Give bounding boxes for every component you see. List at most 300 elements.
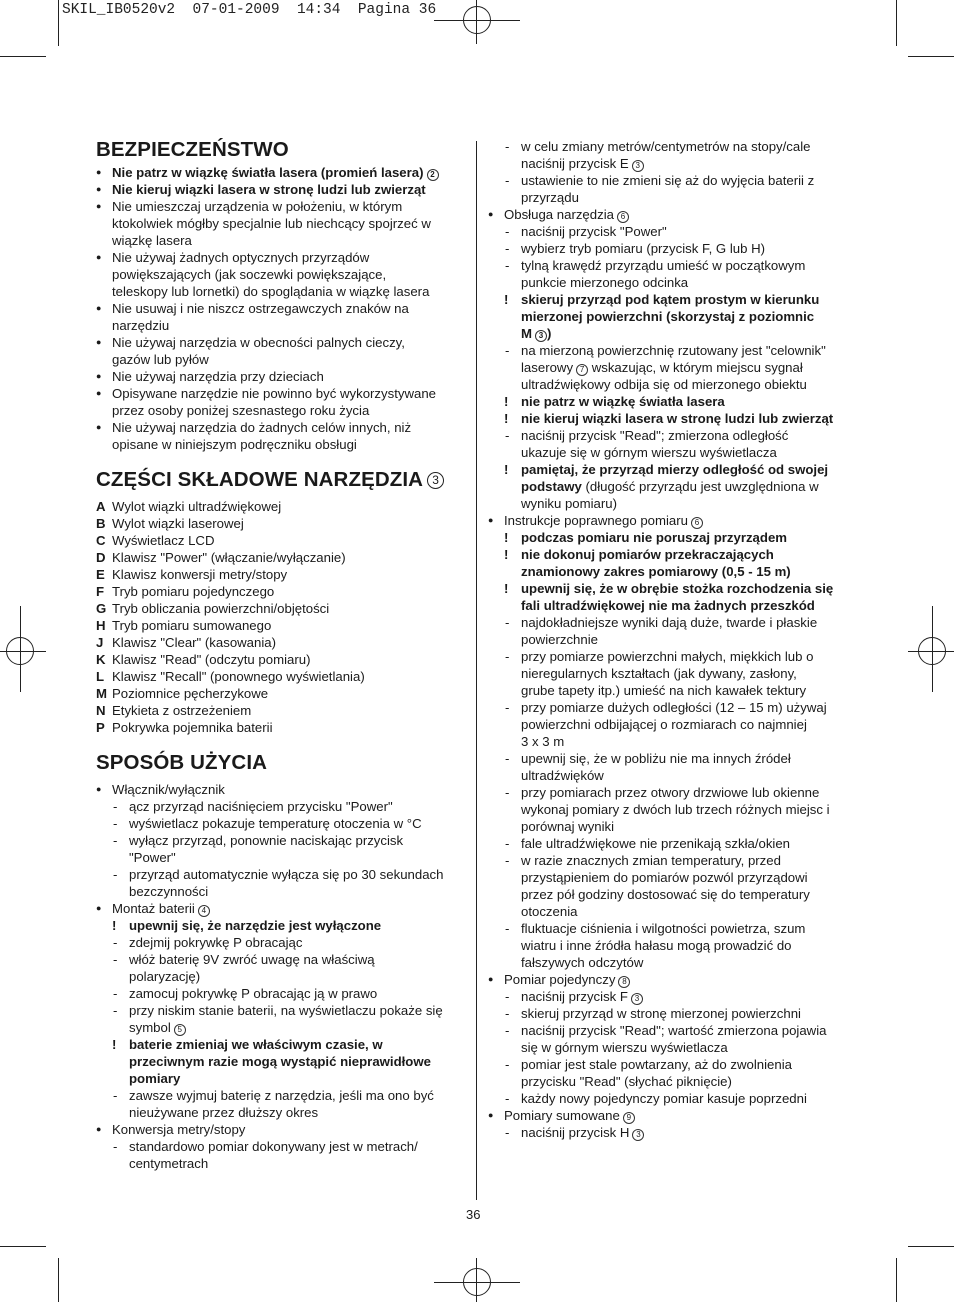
bullet-icon: ● — [488, 515, 494, 525]
line-text: upewnij się, że w obrębie stożka rozchodzenia się — [521, 581, 834, 596]
bullet-text: opisane w niniejszym podręczniku obsługi — [112, 437, 357, 452]
warning-line — [96, 917, 468, 934]
bullet-line — [96, 198, 468, 215]
page-number: 36 — [466, 1207, 481, 1222]
bullet-icon: ● — [96, 303, 102, 313]
line-text: polaryzację) — [129, 969, 201, 984]
line-text: znamionowy zakres pomiarowy (0,5 - 15 m) — [521, 564, 791, 579]
bullet-text: Nie patrz w wiązkę światła lasera (promień lasera) — [112, 165, 424, 180]
bullet-text: narzędziu — [112, 318, 170, 333]
step-line — [96, 832, 468, 849]
part-label: Wylot wiązki laserowej — [112, 516, 244, 531]
line-text: upewnij się, że narzędzie jest wyłączone — [129, 918, 382, 933]
part-letter: M — [96, 686, 107, 701]
line-text: w celu zmiany metrów/centymetrów na stopy/cale — [521, 139, 811, 154]
line-text: laserowy — [521, 360, 574, 375]
bullet-line — [96, 419, 468, 436]
part-label: Etykieta z ostrzeżeniem — [112, 703, 252, 718]
line-text: naciśnij przycisk H — [521, 1125, 630, 1140]
warning-line — [488, 529, 858, 546]
dash-icon: - — [113, 935, 118, 950]
bullet-line — [96, 402, 468, 419]
step-line — [96, 1138, 468, 1155]
bullet-line — [96, 351, 468, 368]
right-column — [488, 138, 858, 1141]
part-label: Wylot wiązki ultradźwiękowej — [112, 499, 282, 514]
part-letter: B — [96, 516, 106, 531]
dash-icon: - — [113, 952, 118, 967]
bullet-line — [96, 232, 468, 249]
step-line — [488, 665, 858, 682]
line-text: fale ultradźwiękowe nie przenikają szkła/okien — [521, 836, 791, 851]
part-item — [96, 566, 468, 583]
bullet-icon: ● — [96, 184, 102, 194]
safety-list — [96, 164, 468, 453]
exclamation-icon: ! — [504, 394, 509, 409]
line-text: wyniku pomiaru) — [521, 496, 618, 511]
bullet-icon: ● — [96, 337, 102, 347]
step-line — [488, 359, 858, 376]
warning-line — [96, 1070, 468, 1087]
group-heading-text: Montaż baterii — [112, 901, 195, 916]
step-line — [96, 1087, 468, 1104]
line-text: ) — [547, 326, 552, 341]
bullet-text: teleskopy lub lornetki) do spoglądania w wiązkę lasera — [112, 284, 430, 299]
crop-mark — [896, 0, 897, 46]
figure-ref-icon: 3 — [427, 472, 444, 489]
step-line — [96, 1002, 468, 1019]
warning-line — [488, 291, 858, 308]
line-text: grube tapety itp.) umieść na nich kawałek tektury — [521, 683, 807, 698]
step-line — [488, 648, 858, 665]
line-text: zamocuj pokrywkę P obracając ją w prawo — [129, 986, 378, 1001]
part-label: Tryb obliczania powierzchni/objętości — [112, 601, 330, 616]
line-text: 3 x 3 m — [521, 734, 565, 749]
bullet-text: Opisywane narzędzie nie powinno być wykorzystywane — [112, 386, 436, 401]
line-text: podczas pomiaru nie poruszaj przyrządem — [521, 530, 788, 545]
part-item — [96, 583, 468, 600]
bullet-icon: ● — [488, 1110, 494, 1120]
line-text: tylną krawędź przyrządu umieść w początkowym — [521, 258, 806, 273]
part-item — [96, 685, 468, 702]
warning-line — [488, 580, 858, 597]
bullet-icon: ● — [96, 167, 102, 177]
step-line — [488, 818, 858, 835]
line-text: bezczynności — [129, 884, 209, 899]
group-heading-text: Obsługa narzędzia — [504, 207, 614, 222]
step-line — [488, 189, 858, 206]
bullet-text: przez osoby poniżej szesnastego roku życia — [112, 403, 370, 418]
line-text: przystąpieniem do pomiarów pozwól przyrządowi — [521, 870, 808, 885]
line-text: ultradźwiękowy odbija się od mierzonego obiektu — [521, 377, 807, 392]
step-line — [96, 1019, 468, 1036]
line-text: naciśnij przycisk "Power" — [521, 224, 667, 239]
step-line — [488, 801, 858, 818]
bullet-line — [96, 249, 468, 266]
part-item — [96, 668, 468, 685]
part-letter: G — [96, 601, 107, 616]
figure-ref-icon: 8 — [618, 976, 630, 988]
bullet-icon: ● — [96, 388, 102, 398]
line-text: ukazuje się w górnym wierszu wyświetlacza — [521, 445, 777, 460]
step-line — [488, 869, 858, 886]
step-line — [488, 937, 858, 954]
crop-mark — [908, 56, 954, 57]
step-line — [488, 716, 858, 733]
bullet-text: ktokolwiek mógłby specjalnie lub niechcący spojrzeć w — [112, 216, 431, 231]
line-text: standardowo pomiar dokonywany jest w metrach/ — [129, 1139, 418, 1154]
line-text: skieruj przyrząd w stronę mierzonej powierzchni — [521, 1006, 801, 1021]
part-letter: L — [96, 669, 105, 684]
line-text: pomiar jest stale powtarzany, aż do zwolnienia — [521, 1057, 792, 1072]
line-text: ącz przyrząd naciśnięciem przycisku "Power" — [129, 799, 393, 814]
line-text: zawsze wyjmuj baterię z narzędzia, jeśli ma ono być — [129, 1088, 434, 1103]
step-line — [488, 274, 858, 291]
dash-icon: - — [505, 173, 510, 188]
part-label: Tryb pomiaru pojedynczego — [112, 584, 275, 599]
parts-heading-text: CZĘŚCI SKŁADOWE NARZĘDZIA — [96, 468, 424, 491]
line-text: podstawy — [521, 479, 582, 494]
line-text: porównaj wyniki — [521, 819, 615, 834]
step-line — [488, 886, 858, 903]
line-text: wyłącz przyrząd, ponownie naciskając przycisk — [129, 833, 404, 848]
dash-icon: - — [505, 989, 510, 1004]
right-list — [488, 138, 858, 1141]
line-text: wskazując, w którym miejscu sygnał — [588, 360, 803, 375]
figure-ref-icon: 3 — [535, 330, 547, 342]
step-line — [96, 866, 468, 883]
warning-line — [488, 546, 858, 563]
usage-list — [96, 781, 468, 1172]
group-heading — [488, 206, 858, 223]
dash-icon: - — [505, 785, 510, 800]
line-text: nie kieruj wiązki lasera w stronę ludzi lub zwierząt — [521, 411, 834, 426]
figure-ref-icon: 3 — [631, 993, 643, 1005]
part-item — [96, 702, 468, 719]
part-label: Wyświetlacz LCD — [112, 533, 215, 548]
usage-heading: SPOSÓB UŻYCIA — [96, 751, 268, 774]
line-text: na mierzoną powierzchnię rzutowany jest "celownik" — [521, 343, 826, 358]
line-text: nieużywane przez dłuższy okres — [129, 1105, 319, 1120]
line-text: naciśnij przycisk E — [521, 156, 629, 171]
figure-ref-icon: 6 — [617, 211, 629, 223]
step-line — [488, 223, 858, 240]
part-letter: N — [96, 703, 106, 718]
group-heading — [488, 971, 858, 988]
bullet-line — [96, 283, 468, 300]
bullet-text: Nie używaj narzędzia w obecności palnych cieczy, — [112, 335, 405, 350]
line-text: ustawienie to nie zmieni się aż do wyjęcia baterii z — [521, 173, 815, 188]
line-text: (długość przyrządu jest uwzględniona w — [581, 479, 819, 494]
group-heading-text: Pomiary sumowane — [504, 1108, 620, 1123]
part-item — [96, 719, 468, 736]
line-text: naciśnij przycisk "Read"; wartość zmierzona pojawia — [521, 1023, 827, 1038]
line-text: wybierz tryb pomiaru (przycisk F, G lub H) — [521, 241, 766, 256]
figure-ref-icon: 3 — [632, 1129, 644, 1141]
line-text: przez pół godziny dostosować się do temperatury — [521, 887, 810, 902]
step-line — [488, 614, 858, 631]
part-label: Klawisz "Read" (odczytu pomiaru) — [112, 652, 311, 667]
dash-icon: - — [505, 615, 510, 630]
dash-icon: - — [505, 224, 510, 239]
dash-icon: - — [113, 867, 118, 882]
dash-icon: - — [505, 700, 510, 715]
part-letter: A — [96, 499, 106, 514]
line-text: punkcie mierzonego odcinka — [521, 275, 689, 290]
dash-icon: - — [113, 833, 118, 848]
line-text: fluktuacje ciśnienia i wilgotności powietrza, szum — [521, 921, 806, 936]
line-text: mierzonej powierzchni (skorzystaj z poziomnic — [521, 309, 815, 324]
line-text: wykonaj pomiary z dwóch lub trzech różnych miejsc i — [521, 802, 830, 817]
dash-icon: - — [505, 241, 510, 256]
crop-mark — [58, 0, 59, 46]
bullet-text: wiązkę lasera — [112, 233, 192, 248]
print-header: SKIL_IB0520v2 07-01-2009 14:34 Pagina 36 — [62, 2, 437, 18]
step-line — [488, 172, 858, 189]
group-heading — [96, 900, 468, 917]
part-label: Klawisz "Clear" (kasowania) — [112, 635, 277, 650]
step-line — [488, 257, 858, 274]
warning-line — [96, 1036, 468, 1053]
step-line — [488, 1039, 858, 1056]
bullet-text: Nie kieruj wiązki lasera w stronę ludzi lub zwierząt — [112, 182, 426, 197]
group-heading — [488, 512, 858, 529]
line-text: wiatru i inne źródła hałasu mogą prowadzić do — [521, 938, 792, 953]
exclamation-icon: ! — [504, 411, 509, 426]
bullet-text: Nie usuwaj i nie niszcz ostrzegawczych znaków na — [112, 301, 409, 316]
part-letter: P — [96, 720, 105, 735]
step-line — [488, 954, 858, 971]
part-letter: C — [96, 533, 106, 548]
bullet-line — [96, 266, 468, 283]
step-line — [488, 1090, 858, 1107]
part-label: Poziomnice pęcherzykowe — [112, 686, 269, 701]
part-item — [96, 532, 468, 549]
step-line — [488, 1005, 858, 1022]
dash-icon: - — [113, 816, 118, 831]
bullet-line — [96, 385, 468, 402]
line-text: nie dokonuj pomiarów przekraczających — [521, 547, 774, 562]
warning-line — [488, 410, 858, 427]
exclamation-icon: ! — [504, 292, 509, 307]
group-heading — [96, 781, 468, 798]
step-line — [96, 1104, 468, 1121]
part-letter: K — [96, 652, 106, 667]
step-line — [488, 631, 858, 648]
dash-icon: - — [505, 649, 510, 664]
part-item — [96, 600, 468, 617]
bullet-icon: ● — [96, 371, 102, 381]
step-line — [96, 1155, 468, 1172]
crop-mark — [908, 1246, 954, 1247]
exclamation-icon: ! — [504, 547, 509, 562]
part-item — [96, 634, 468, 651]
step-line — [488, 903, 858, 920]
step-line — [96, 883, 468, 900]
line-text: przy pomiarze powierzchni małych, miękkich lub o — [521, 649, 814, 664]
line-text: nieregularnych kształtach (jak dywany, zasłony, — [521, 666, 797, 681]
exclamation-icon: ! — [504, 530, 509, 545]
figure-ref-icon: 9 — [623, 1112, 635, 1124]
line-text: M — [521, 326, 532, 341]
line-text: symbol — [129, 1020, 171, 1035]
dash-icon: - — [505, 751, 510, 766]
part-label: Klawisz konwersji metry/stopy — [112, 567, 288, 582]
bullet-icon: ● — [96, 784, 102, 794]
group-heading-text: Pomiar pojedynczy — [504, 972, 616, 987]
group-heading-text: Włącznik/wyłącznik — [112, 782, 225, 797]
bullet-icon: ● — [96, 201, 102, 211]
step-line — [488, 138, 858, 155]
step-line — [488, 1022, 858, 1039]
step-line — [488, 920, 858, 937]
step-line — [488, 1124, 858, 1141]
part-letter: H — [96, 618, 106, 633]
dash-icon: - — [505, 1125, 510, 1140]
part-label: Klawisz "Recall" (ponownego wyświetlania) — [112, 669, 365, 684]
line-text: skieruj przyrząd pod kątem prostym w kierunku — [521, 292, 820, 307]
bullet-text: Nie umieszczaj urządzenia w położeniu, w którym — [112, 199, 403, 214]
dash-icon: - — [505, 1091, 510, 1106]
bullet-text: Nie używaj żadnych optycznych przyrządów — [112, 250, 370, 265]
bullet-line — [96, 164, 468, 181]
bullet-icon: ● — [488, 974, 494, 984]
dash-icon: - — [505, 428, 510, 443]
warning-line — [96, 1053, 468, 1070]
step-line — [488, 427, 858, 444]
figure-ref-icon: 3 — [632, 160, 644, 172]
dash-icon: - — [505, 139, 510, 154]
part-letter: D — [96, 550, 106, 565]
part-letter: J — [96, 635, 104, 650]
group-heading-text: Konwersja metry/stopy — [112, 1122, 246, 1137]
bullet-line — [96, 368, 468, 385]
dash-icon: - — [113, 1003, 118, 1018]
group-heading — [96, 1121, 468, 1138]
line-text: fałszywych odczytów — [521, 955, 644, 970]
line-text: naciśnij przycisk "Read"; zmierzona odległość — [521, 428, 789, 443]
parts-heading — [96, 468, 468, 492]
step-line — [488, 784, 858, 801]
step-line — [96, 985, 468, 1002]
line-text: naciśnij przycisk F — [521, 989, 628, 1004]
parts-list — [96, 498, 468, 736]
step-line — [488, 750, 858, 767]
warning-line — [488, 478, 858, 495]
line-text: przeciwnym razie mogą wystąpić nieprawidłowe — [129, 1054, 431, 1069]
left-column — [96, 138, 468, 1172]
step-line — [488, 1073, 858, 1090]
step-line — [96, 968, 468, 985]
line-text: ultradźwięków — [521, 768, 604, 783]
step-line — [488, 988, 858, 1005]
bullet-line — [96, 181, 468, 198]
dash-icon: - — [505, 1006, 510, 1021]
line-text: otoczenia — [521, 904, 578, 919]
line-text: nie patrz w wiązkę światła lasera — [521, 394, 725, 409]
exclamation-icon: ! — [112, 1037, 117, 1052]
group-heading-text: Instrukcje poprawnego pomiaru — [504, 513, 688, 528]
line-text: włóż baterię 9V zwróć uwagę na właściwą — [129, 952, 375, 967]
step-line — [96, 934, 468, 951]
part-label: Pokrywka pojemnika baterii — [112, 720, 273, 735]
step-line — [488, 835, 858, 852]
line-text: przyrząd automatycznie wyłącza się po 30 sekundach — [129, 867, 444, 882]
step-line — [488, 699, 858, 716]
exclamation-icon: ! — [112, 918, 117, 933]
step-line — [488, 682, 858, 699]
dash-icon: - — [505, 1057, 510, 1072]
bullet-text: Nie używaj narzędzia przy dzieciach — [112, 369, 324, 384]
step-line — [488, 1056, 858, 1073]
line-text: pamiętaj, że przyrząd mierzy odległość od swojej — [521, 462, 829, 477]
part-item — [96, 515, 468, 532]
bullet-icon: ● — [96, 422, 102, 432]
safety-heading: BEZPIECZEŃSTWO — [96, 138, 289, 161]
crop-mark — [0, 1246, 46, 1247]
figure-ref-icon: 5 — [174, 1024, 186, 1036]
line-text: centymetrach — [129, 1156, 209, 1171]
dash-icon: - — [505, 836, 510, 851]
dash-icon: - — [505, 853, 510, 868]
warning-line — [488, 325, 858, 342]
line-text: powierzchni odbijającej o rozmiarach co najmniej — [521, 717, 807, 732]
line-text: przy pomiarze dużych odległości (12 – 15 m) używaj — [521, 700, 827, 715]
crop-mark — [0, 56, 46, 57]
line-text: się w górnym wierszu wyświetlacza — [521, 1040, 728, 1055]
line-text: w razie znacznych zmian temperatury, przed — [521, 853, 781, 868]
column-divider — [476, 141, 477, 1200]
bullet-icon: ● — [96, 252, 102, 262]
line-text: każdy nowy pojedynczy pomiar kasuje poprzedni — [521, 1091, 807, 1106]
bullet-line — [96, 300, 468, 317]
step-line — [96, 951, 468, 968]
line-text: upewnij się, że w pobliżu nie ma innych źródeł — [521, 751, 791, 766]
step-line — [488, 342, 858, 359]
part-letter: F — [96, 584, 105, 599]
bullet-text: gazów lub pyłów — [112, 352, 209, 367]
line-text: najdokładniejsze wyniki dają duże, twarde i płaskie — [521, 615, 818, 630]
bullet-text: powiększających (jak soczewki powiększające, — [112, 267, 387, 282]
exclamation-icon: ! — [504, 581, 509, 596]
warning-line — [488, 308, 858, 325]
dash-icon: - — [505, 1023, 510, 1038]
warning-line — [488, 461, 858, 478]
figure-ref-icon: 6 — [691, 517, 703, 529]
dash-icon: - — [505, 343, 510, 358]
bullet-icon: ● — [488, 209, 494, 219]
crop-mark — [58, 1258, 59, 1302]
step-line — [488, 733, 858, 750]
dash-icon: - — [505, 921, 510, 936]
dash-icon: - — [113, 1139, 118, 1154]
line-text: fali ultradźwiękowej nie ma żadnych przeszkód — [521, 598, 815, 613]
line-text: zdejmij pokrywkę P obracając — [129, 935, 303, 950]
bullet-icon: ● — [96, 1124, 102, 1134]
part-label: Klawisz "Power" (włączanie/wyłączanie) — [112, 550, 346, 565]
part-item — [96, 549, 468, 566]
part-letter: E — [96, 567, 105, 582]
figure-ref-icon: 7 — [576, 364, 588, 376]
dash-icon: - — [113, 986, 118, 1001]
step-line — [488, 376, 858, 393]
line-text: przy pomiarach przez otwory drzwiowe lub okienne — [521, 785, 820, 800]
line-text: powierzchnie — [521, 632, 598, 647]
bullet-line — [96, 317, 468, 334]
part-label: Tryb pomiaru sumowanego — [112, 618, 272, 633]
line-text: wyświetlacz pokazuje temperaturę otoczenia w °C — [129, 816, 422, 831]
step-line — [488, 155, 858, 172]
